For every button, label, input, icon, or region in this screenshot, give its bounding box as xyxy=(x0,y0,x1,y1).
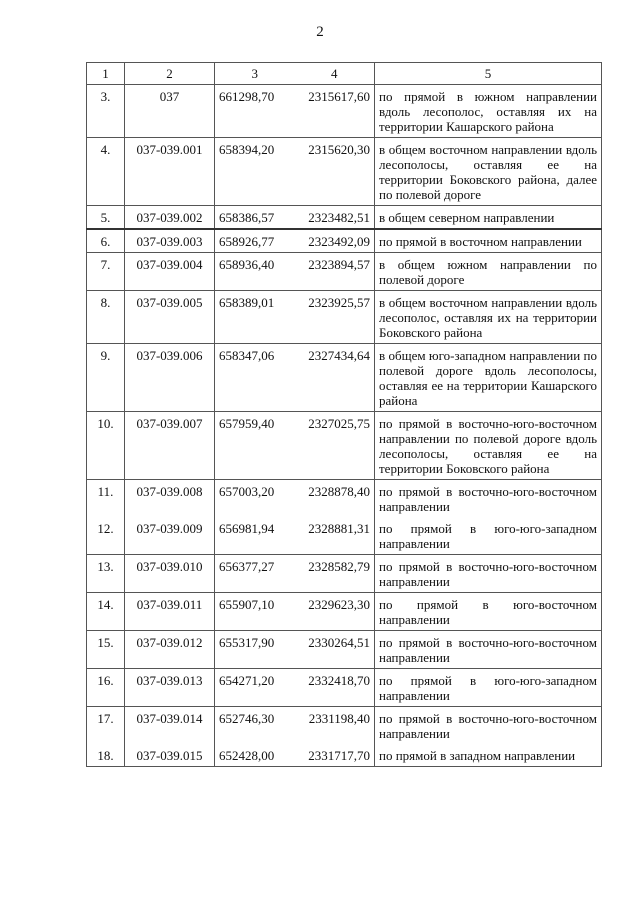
coord-x: 658389,01 xyxy=(215,291,295,344)
point-id: 037-039.004 xyxy=(125,253,215,291)
coord-y: 2323492,09 xyxy=(295,229,375,253)
row-number: 9. xyxy=(87,344,125,412)
table-body xyxy=(87,85,602,767)
direction-description: по прямой в восточно-юго-восточном направлении xyxy=(375,631,602,669)
table-row xyxy=(87,555,602,593)
direction-description: по прямой в юго-юго-западном направлении xyxy=(375,669,602,707)
point-id: 037-039.002 xyxy=(125,206,215,230)
coord-x: 654271,20 xyxy=(215,669,295,707)
direction-description: в общем южном направлении по полевой дороге xyxy=(375,253,602,291)
table-header xyxy=(87,63,602,85)
direction-description: в общем восточном направлении вдоль лесополосы, оставляя ее на территории Боковского района, далее по полевой дороге xyxy=(375,138,602,206)
direction-description: по прямой в восточно-юго-восточном направлении xyxy=(375,707,602,745)
coord-y: 2332418,70 xyxy=(295,669,375,707)
row-number: 15. xyxy=(87,631,125,669)
column-header-5: 5 xyxy=(375,63,602,85)
row-number: 8. xyxy=(87,291,125,344)
coord-x: 656377,27 xyxy=(215,555,295,593)
coord-y: 2315617,60 xyxy=(295,85,375,138)
direction-description: по прямой в юго-юго-западном направлении xyxy=(375,517,602,555)
coord-y: 2323925,57 xyxy=(295,291,375,344)
table-row xyxy=(87,480,602,518)
row-number: 11. xyxy=(87,480,125,518)
point-id: 037-039.007 xyxy=(125,412,215,480)
table-row xyxy=(87,291,602,344)
table-row xyxy=(87,253,602,291)
coord-y: 2328881,31 xyxy=(295,517,375,555)
table-row xyxy=(87,229,602,253)
coord-x: 658936,40 xyxy=(215,253,295,291)
coord-x: 658394,20 xyxy=(215,138,295,206)
coord-y: 2331717,70 xyxy=(295,744,375,767)
point-id: 037-039.012 xyxy=(125,631,215,669)
point-id: 037-039.008 xyxy=(125,480,215,518)
table-row xyxy=(87,593,602,631)
direction-description: по прямой в западном направлении xyxy=(375,744,602,767)
coord-y: 2323894,57 xyxy=(295,253,375,291)
coord-x: 658386,57 xyxy=(215,206,295,230)
coord-y: 2323482,51 xyxy=(295,206,375,230)
coord-x: 657959,40 xyxy=(215,412,295,480)
table-row xyxy=(87,707,602,745)
column-header-1: 1 xyxy=(87,63,125,85)
point-id: 037-039.013 xyxy=(125,669,215,707)
direction-description: по прямой в восточно-юго-восточном направлении по полевой дороге вдоль лесополосы, оставляя ее на территории Боковского района xyxy=(375,412,602,480)
row-number: 16. xyxy=(87,669,125,707)
coord-x: 657003,20 xyxy=(215,480,295,518)
point-id: 037-039.014 xyxy=(125,707,215,745)
direction-description: в общем северном направлении xyxy=(375,206,602,230)
table-row xyxy=(87,744,602,767)
row-number: 6. xyxy=(87,229,125,253)
column-header-3: 3 xyxy=(215,63,295,85)
coord-y: 2327434,64 xyxy=(295,344,375,412)
point-id: 037-039.010 xyxy=(125,555,215,593)
row-number: 7. xyxy=(87,253,125,291)
coord-y: 2315620,30 xyxy=(295,138,375,206)
row-number: 18. xyxy=(87,744,125,767)
coord-x: 652428,00 xyxy=(215,744,295,767)
table-row xyxy=(87,669,602,707)
column-header-4: 4 xyxy=(295,63,375,85)
page-number: 2 xyxy=(316,24,324,40)
point-id: 037-039.003 xyxy=(125,229,215,253)
table-row xyxy=(87,517,602,555)
table-row xyxy=(87,412,602,480)
table-row xyxy=(87,344,602,412)
coord-y: 2330264,51 xyxy=(295,631,375,669)
column-header-2: 2 xyxy=(125,63,215,85)
point-id: 037-039.009 xyxy=(125,517,215,555)
point-id: 037 xyxy=(125,85,215,138)
row-number: 4. xyxy=(87,138,125,206)
direction-description: по прямой в южном направлении вдоль лесополос, оставляя их на территории Кашарского района xyxy=(375,85,602,138)
row-number: 14. xyxy=(87,593,125,631)
direction-description: по прямой в восточном направлении xyxy=(375,229,602,253)
row-number: 17. xyxy=(87,707,125,745)
row-number: 10. xyxy=(87,412,125,480)
table-row xyxy=(87,631,602,669)
coord-x: 658347,06 xyxy=(215,344,295,412)
table-row xyxy=(87,85,602,138)
coord-x: 661298,70 xyxy=(215,85,295,138)
coord-y: 2327025,75 xyxy=(295,412,375,480)
coord-y: 2331198,40 xyxy=(295,707,375,745)
row-number: 5. xyxy=(87,206,125,230)
coord-y: 2328878,40 xyxy=(295,480,375,518)
coord-x: 652746,30 xyxy=(215,707,295,745)
coord-y: 2329623,30 xyxy=(295,593,375,631)
table-row xyxy=(87,138,602,206)
table-row xyxy=(87,206,602,230)
row-number: 12. xyxy=(87,517,125,555)
direction-description: по прямой в юго-восточном направлении xyxy=(375,593,602,631)
point-id: 037-039.011 xyxy=(125,593,215,631)
coord-y: 2328582,79 xyxy=(295,555,375,593)
coord-x: 655317,90 xyxy=(215,631,295,669)
row-number: 3. xyxy=(87,85,125,138)
coord-x: 658926,77 xyxy=(215,229,295,253)
direction-description: в общем восточном направлении вдоль лесополос, оставляя их на территории Боковского района xyxy=(375,291,602,344)
row-number: 13. xyxy=(87,555,125,593)
direction-description: по прямой в восточно-юго-восточном направлении xyxy=(375,555,602,593)
boundary-table xyxy=(86,62,602,767)
point-id: 037-039.001 xyxy=(125,138,215,206)
coord-x: 655907,10 xyxy=(215,593,295,631)
direction-description: в общем юго-западном направлении по полевой дороге вдоль лесополосы, оставляя ее на территории Кашарского района xyxy=(375,344,602,412)
direction-description: по прямой в восточно-юго-восточном направлении xyxy=(375,480,602,518)
coord-x: 656981,94 xyxy=(215,517,295,555)
point-id: 037-039.005 xyxy=(125,291,215,344)
point-id: 037-039.015 xyxy=(125,744,215,767)
point-id: 037-039.006 xyxy=(125,344,215,412)
